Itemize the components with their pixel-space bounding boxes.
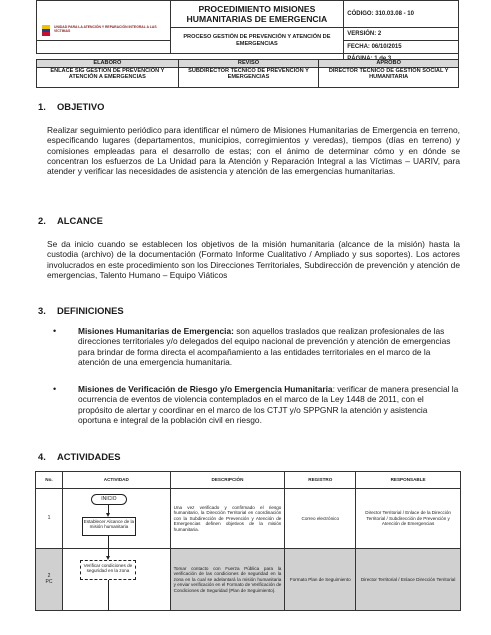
section-heading-objetivo: 1. OBJETIVO [38,101,105,112]
col-header-registro: REGISTRO [285,472,356,489]
flow-connector [108,536,109,549]
flow-process-box: Establecer Alcance de la misión humanitaria [82,517,136,536]
bullet-icon: • [53,326,57,336]
activity-record: Correo electrónico [285,489,356,549]
row-number: 1 [36,489,63,549]
bullet-icon: • [53,384,57,394]
activity-description: Una vez verificado y confirmado el riesgo humanitario, la Dirección Territorial en coordinación con la Subdirección de Prevención y Atención de Emergencias definen objetivos de la misión humanitaria. [170,489,285,549]
activity-record: Formato Plan de Seguimiento [285,549,356,611]
col-header-no: No. [36,472,63,489]
activity-responsible: Director Territorial / Enlace de la Dirección Territorial / Subdirección de Prevención y Atención de Emergencias [356,489,461,549]
logo-text: UNIDAD PARA LA ATENCIÓN Y REPARACIÓN INTEGRAL A LAS VÍCTIMAS [54,25,157,33]
flowchart-cell [62,489,170,549]
flow-start-terminal: INICIO [91,494,127,505]
colombia-shield-icon [41,25,51,37]
document-title: PROCEDIMIENTO MISIONES HUMANITARIAS DE EMERGENCIA [170,1,344,28]
row-number: 2 PC [36,549,63,611]
reviso-label: REVISÓ [178,60,319,68]
logo-cell [37,1,171,41]
document-date: FECHA: 06/10/2015 [344,41,459,54]
objetivo-text: Realizar seguimiento periódico para identificar el número de Misiones Humanitarias de Emergencia en terreno, especificando lugares (departamentos, municipios, corregimientos y veredas), tiempos (días en terreno) y comisiones empleadas para el desarrollo de estas; con el ánimo de determinar cómo y en dónde se concentran los esfuerzos de La Unidad para la Atención y Reparación Integral a las Víctimas – UARIV, para atender y verificar las necesidades de asistencia y atención de las emergencias humanitarias. [47,125,460,177]
definition-item: Misiones de Verificación de Riesgo y/o Emergencia Humanitaria: verificar de manera presencial la ocurrencia de eventos de violencia contemplados en el marco de la Ley 1448 de 2011, con el propósito de alertar y coordinar en el marco de los CTJT y/o SPPGNR la atención y asistencia oportuna e integral de la población civil en riesgo. [78,384,459,425]
reviso-value: SUBDIRECTOR TÉCNICO DE PREVENCIÓN Y EMERGENCIAS [178,68,319,88]
definition-item: Misiones Humanitarias de Emergencia: son aquellos traslados que realizan profesionales de las direcciones territoriales y/o delegados del equipo nacional de prevención y atención de emergencias para brindar de forma directa el acompañamiento a las entidades territoriales en el marco de la atención de una emergencia humanitaria. [78,326,451,367]
signature-table [36,59,459,88]
activity-description: Tomar contacto con Fuerza Pública para la verificación de las condiciones de seguridad en la zona en la cual se adelantará la misión humanitaria y enviar verificación en el Formato de Verificación de Condiciones de Seguridad (Plan de Seguimiento). [170,549,285,611]
activities-table [35,471,461,611]
document-version: VERSIÓN: 2 [344,28,459,41]
document-header [36,0,459,65]
section-heading-actividades: 4. ACTIVIDADES [38,451,121,462]
col-header-actividad: ACTIVIDAD [62,472,170,489]
elaboro-label: ELABORÓ [37,60,179,68]
process-name: PROCESO GESTIÓN DE PREVENCIÓN Y ATENCIÓN DE EMERGENCIAS [170,28,344,54]
aprobo-value: DIRECTOR TÉCNICO DE GESTIÓN SOCIAL Y HUMANITARIA [319,68,459,88]
col-header-responsable: RESPONSABLE [356,472,461,489]
table-row [36,489,461,549]
section-heading-alcance: 2. ALCANCE [38,215,103,226]
alcance-text: Se da inicio cuando se establecen los objetivos de la misión humanitaria (alcance de la misión) hasta la custodia (archivo) de la documentación (Formato Informe Cualitativo / Ampliado y sus soportes). Los actores involucrados en este procedimiento son los Direcciones Territoriales, Subdirección de prevención y atención de emergencias, Talento Humano – Equipo Viáticos [47,239,460,280]
flowchart-cell [62,549,170,611]
flow-control-box: Verificar condiciones de seguridad en la zona [80,560,136,580]
section-heading-definiciones: 3. DEFINICIONES [38,305,124,316]
aprobo-label: APROBÓ [319,60,459,68]
flow-connector [108,580,109,611]
table-row [36,549,461,611]
document-code: CÓDIGO: 310.03.08 - 10 [344,1,459,28]
elaboro-value: ENLACE SIG GESTIÓN DE PREVENCIÓN Y ATENCIÓN A EMERGENCIAS [37,68,179,88]
col-header-descripcion: DESCRIPCIÓN [170,472,285,489]
activity-responsible: Director Territorial / Enlace Dirección Territorial [356,549,461,611]
